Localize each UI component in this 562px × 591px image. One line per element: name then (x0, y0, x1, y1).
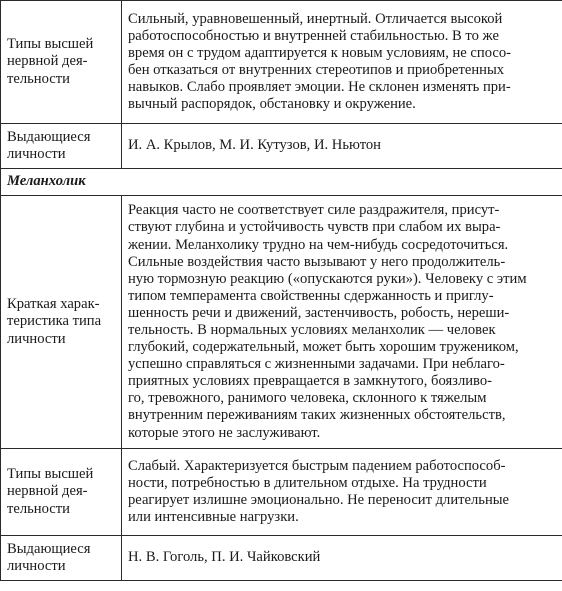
row-label-line: нервной дея- (7, 53, 88, 70)
row-label-cell (1, 536, 122, 581)
row-label-line: личности (7, 330, 66, 347)
row-label-line: нервной дея- (7, 483, 88, 500)
text-line: бен отказаться от внутренних стереотипов и приобретенных (128, 62, 505, 78)
text-line: ствуют глубина и устойчивость чувств при слабом их выра- (128, 219, 501, 236)
row-label-line: личности (7, 558, 66, 574)
text-line: внутренним переживаниям таких жизненных обстоятельств, (128, 407, 506, 424)
row-label-cell (1, 449, 122, 536)
text-line: И. А. Крылов, М. И. Кутузов, И. Ньютон (128, 137, 381, 154)
row-label-cell (1, 196, 122, 449)
text-line: Слабый. Характеризуется быстрым падением работоспособ- (128, 457, 506, 474)
row-label-line: Выдающиеся (7, 540, 91, 557)
text-line: время он с трудом адаптируется к новым условиям, не спосо- (128, 44, 512, 61)
text-line: го, тревожного, ранимого человека, склонного к тяжелым (128, 390, 487, 407)
row-text-cell (122, 196, 562, 449)
text-line: Сильные воздействия часто вызывают у него продолжитель- (128, 253, 506, 270)
text-line: приятных условиях превращается в замкнутого, боязливо- (128, 373, 492, 390)
text-line: навыков. Слабо проявляет эмоции. Не склонен изменять при- (128, 79, 511, 96)
row-label-line: Типы высшей (7, 36, 94, 53)
row-label-line: Типы высшей (7, 466, 94, 483)
text-line: успешно справляться с жизненными задачами. При неблаго- (128, 356, 505, 373)
row-text-cell (122, 124, 562, 169)
row-label-cell (1, 1, 122, 124)
row-label-line: Краткая харак- (7, 296, 100, 313)
row-text-cell (122, 449, 562, 536)
text-line: Сильный, уравновешенный, инертный. Отличается высокой (128, 10, 503, 27)
text-line: Реакция часто не соответствует силе раздражителя, присут- (128, 202, 500, 219)
table-row (1, 536, 562, 581)
row-text-cell (122, 1, 562, 124)
table-row (1, 196, 562, 449)
row-label-line: тельности (7, 500, 70, 517)
text-line: шенность речи и движений, застенчивость, робость, нереши- (128, 304, 510, 321)
section-row (1, 169, 562, 196)
table-row (1, 1, 562, 124)
text-line: ности, потребностью в длительном отдыхе. На трудности (128, 474, 487, 491)
row-label-line: тельности (7, 70, 70, 87)
row-text-cell (122, 536, 562, 581)
text-line: вычный распорядок, обстановку и окружение. (128, 96, 416, 113)
table-row (1, 124, 562, 169)
row-label-line: личности (7, 146, 66, 162)
row-label-cell (1, 124, 122, 169)
text-line: работоспособностью и внутренней стабильностью. В то же (128, 27, 499, 44)
table-row (1, 449, 562, 536)
text-line: глубокий, содержательный, может быть хорошим тружеником, (128, 339, 519, 356)
row-label-line: теристика типа (7, 313, 102, 330)
text-line: тельность. В нормальных условиях меланхолик — человек (128, 322, 496, 338)
row-label-line: Выдающиеся (7, 128, 91, 145)
text-line: ную тормозную реакцию («опускаются руки»). Человеку с этим (128, 270, 527, 287)
text-line: Н. В. Гоголь, П. И. Чайковский (128, 549, 321, 566)
text-line: которые этого не заслуживают. (128, 424, 321, 441)
text-line: жении. Меланхолику трудно на чем-нибудь сосредоточиться. (128, 236, 509, 253)
text-line: типом темперамента свойственны сдержанность и приглу- (128, 287, 494, 304)
text-line: реагирует излишне эмоционально. Не переносит длительные (128, 492, 510, 508)
text-line: или интенсивные нагрузки. (128, 509, 299, 526)
section-heading: Меланхолик (1, 169, 562, 196)
